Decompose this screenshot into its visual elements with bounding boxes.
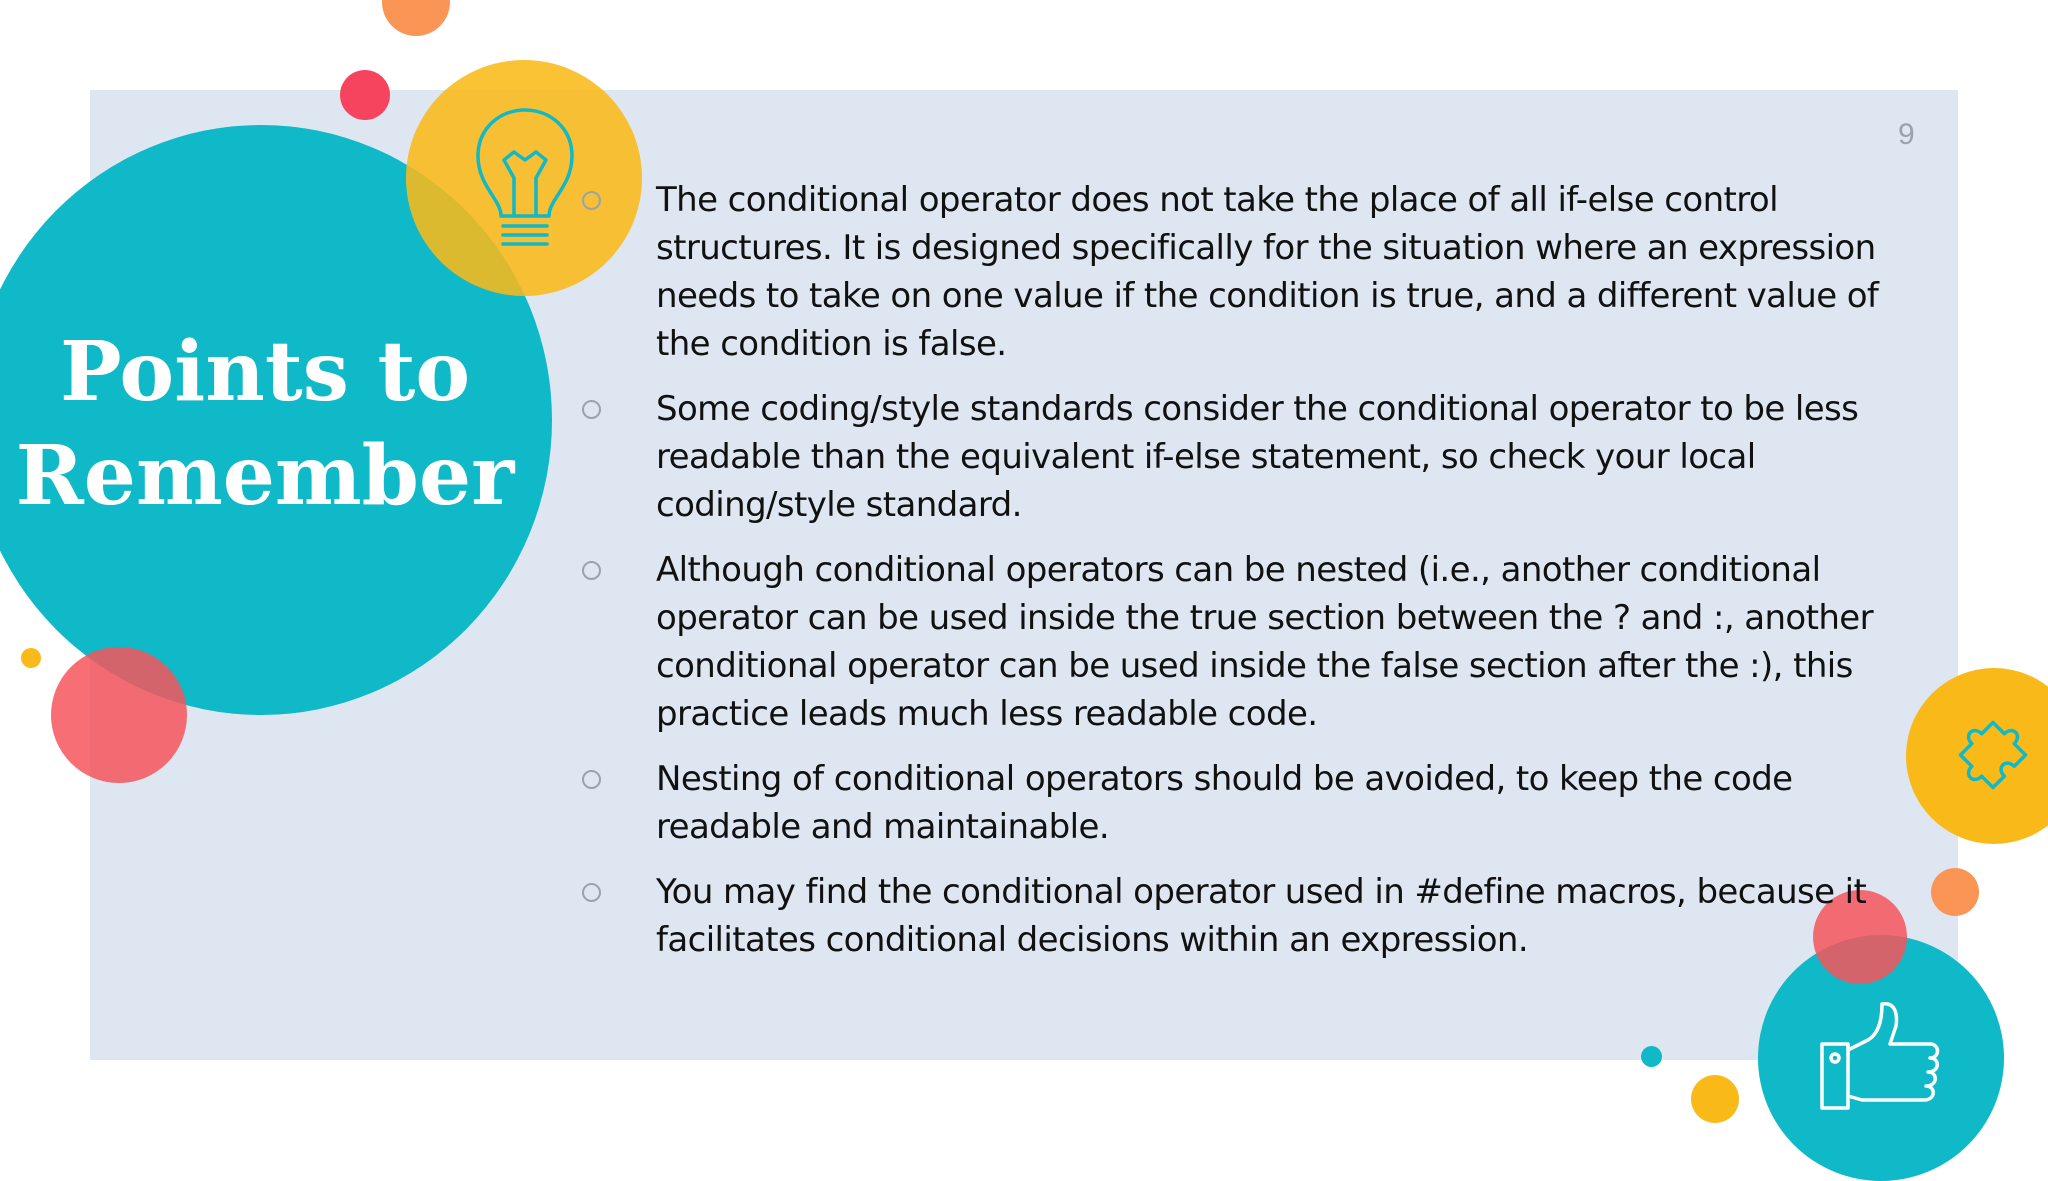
- lightbulb-icon: [470, 104, 580, 254]
- list-item: [582, 868, 1912, 964]
- bullet-circle-icon: [582, 770, 601, 789]
- bullet-text: The conditional operator does not take the place of all if-else control structures. It is designed specifically for the situation where an expression needs to take on one value if the condition is true, and a different value of the condition is false.: [656, 180, 1879, 364]
- bullet-text: Nesting of conditional operators should be avoided, to keep the code readable and maintainable.: [656, 759, 1793, 847]
- list-item: [582, 176, 1912, 368]
- bullet-text: Some coding/style standards consider the conditional operator to be less readable than the equivalent if-else statement, so check your local coding/style standard.: [656, 389, 1859, 525]
- list-item: [582, 385, 1912, 529]
- coral-circle-left: [51, 647, 187, 783]
- bullet-circle-icon: [582, 561, 601, 580]
- bullet-circle-icon: [582, 191, 601, 210]
- orange-dot-top: [382, 0, 450, 36]
- puzzle-icon: [1948, 710, 2038, 800]
- bullet-text: You may find the conditional operator used in #define macros, because it facilitates conditional decisions within an expression.: [656, 872, 1867, 960]
- pink-dot: [340, 70, 390, 120]
- thumbs-up-icon: [1818, 998, 1944, 1114]
- slide-title-line-2: Remember: [15, 428, 515, 524]
- list-item: [582, 755, 1912, 851]
- slide-title: [0, 320, 530, 528]
- bullet-circle-icon: [582, 883, 601, 902]
- bullet-text: Although conditional operators can be nested (i.e., another conditional operator can be used inside the true section between the ? and :, another conditional operator can be used inside the false section after the :), this practice leads much less readable code.: [656, 550, 1874, 734]
- orange-dot-right: [1931, 868, 1979, 916]
- page-number: 9: [1898, 118, 1915, 151]
- teal-dot-small: [1641, 1046, 1662, 1067]
- bullet-circle-icon: [582, 400, 601, 419]
- yellow-dot-left: [21, 648, 41, 668]
- list-item: [582, 546, 1912, 738]
- yellow-dot-bottom: [1691, 1075, 1739, 1123]
- bullet-list: [582, 176, 1912, 981]
- slide-title-line-1: Points to: [59, 324, 471, 420]
